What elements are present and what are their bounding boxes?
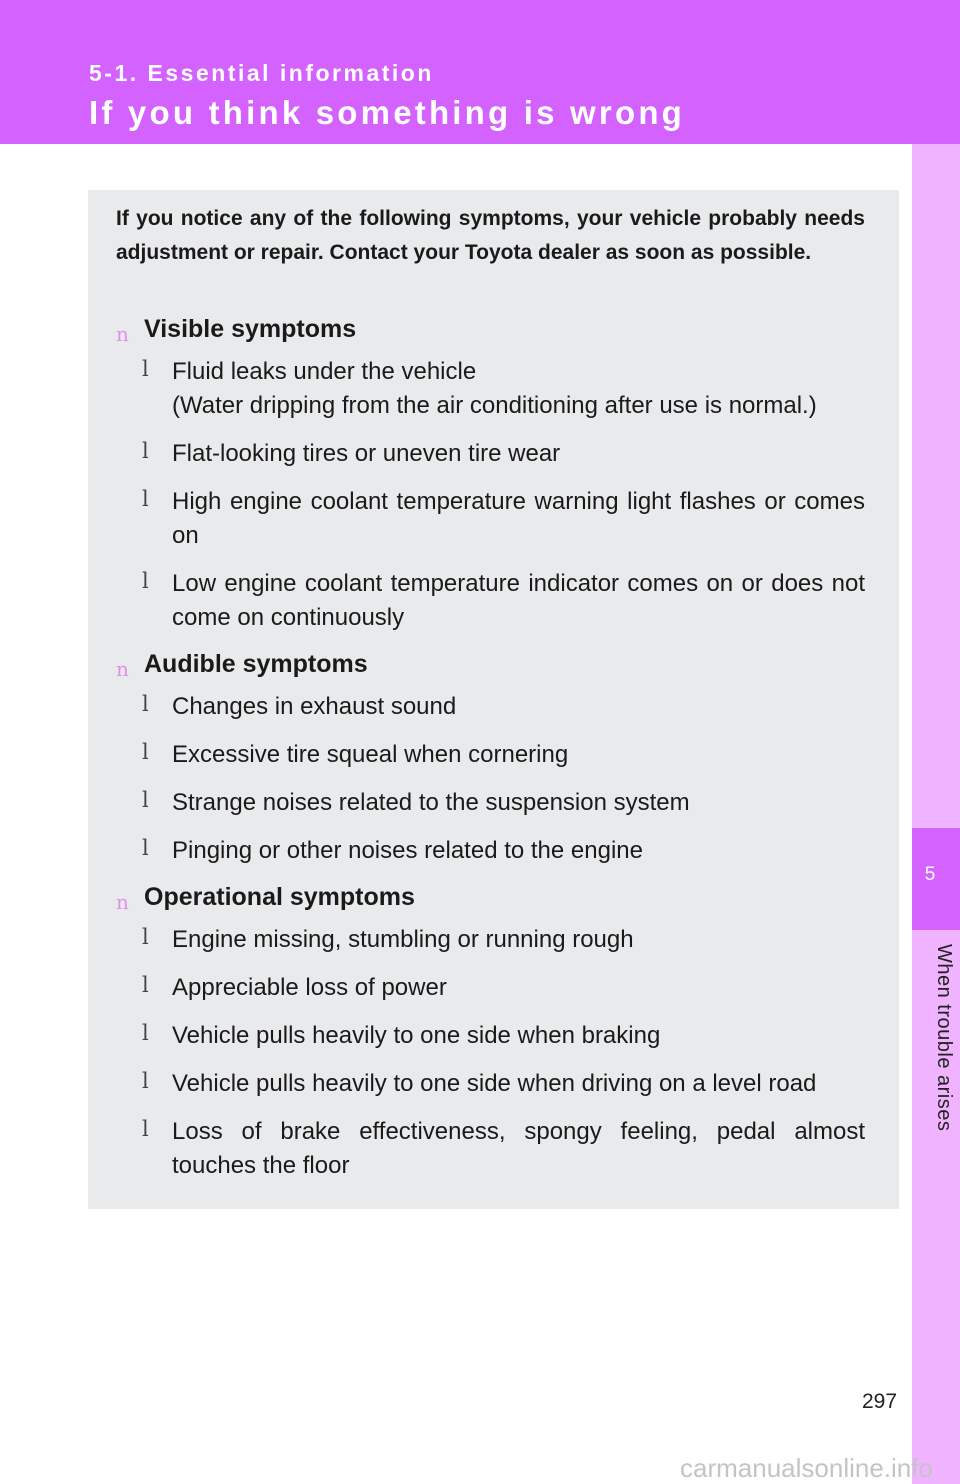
bullet-icon: l <box>142 973 149 997</box>
page-header <box>0 0 960 144</box>
list-item <box>116 834 865 868</box>
section-visible-symptoms <box>116 315 865 635</box>
list-item <box>116 1115 865 1183</box>
bullet-icon: l <box>142 569 149 593</box>
list-item <box>116 485 865 553</box>
list-item <box>116 567 865 635</box>
list-item <box>116 923 865 957</box>
list-item-text: Engine missing, stumbling or running rough <box>172 926 634 953</box>
bullet-icon: l <box>142 1069 149 1093</box>
list-item-text: Fluid leaks under the vehicle (Water dripping from the air conditioning after use is normal.) <box>172 358 817 419</box>
list-item-text: Flat-looking tires or uneven tire wear <box>172 440 561 467</box>
bullet-icon: l <box>142 836 149 860</box>
section-heading-text: Audible symptoms <box>144 650 368 678</box>
section-heading <box>116 650 865 688</box>
watermark: carmanualsonline.info <box>680 1453 933 1483</box>
breadcrumb: 5-1. Essential information <box>89 60 434 86</box>
section-heading-text: Visible symptoms <box>144 315 357 343</box>
list-item-text: Vehicle pulls heavily to one side when braking <box>172 1022 661 1049</box>
list-item-text: High engine coolant temperature warning light flashes or comes on <box>172 488 865 549</box>
section-operational-symptoms <box>116 883 865 1183</box>
page-number: 297 <box>862 1390 898 1413</box>
bullet-icon: l <box>142 1021 149 1045</box>
square-bullet-icon: n <box>116 322 129 346</box>
list-item-text: Appreciable loss of power <box>172 974 447 1001</box>
list-item-text: Pinging or other noises related to the engine <box>172 837 643 864</box>
section-heading-text: Operational symptoms <box>144 883 415 911</box>
section-heading <box>116 315 865 353</box>
section-heading <box>116 883 865 921</box>
square-bullet-icon: n <box>116 657 129 681</box>
bullet-icon: l <box>142 925 149 949</box>
list-item <box>116 437 865 471</box>
symptoms-box <box>88 190 899 1209</box>
list-item <box>116 355 865 423</box>
list-item <box>116 786 865 820</box>
list-item-text: Low engine coolant temperature indicator comes on or does not come on continuously <box>172 570 865 631</box>
list-item-text: Vehicle pulls heavily to one side when driving on a level road <box>172 1070 817 1097</box>
chapter-label: When trouble arises <box>933 944 955 1132</box>
list-item <box>116 738 865 772</box>
bullet-icon: l <box>142 439 149 463</box>
list-item <box>116 971 865 1005</box>
section-audible-symptoms <box>116 650 865 868</box>
chapter-number: 5 <box>924 864 936 885</box>
list-item-text: Changes in exhaust sound <box>172 693 457 720</box>
list-item-text: Loss of brake effectiveness, spongy feeling, pedal almost touches the floor <box>172 1118 865 1179</box>
list-item <box>116 690 865 724</box>
intro-paragraph: If you notice any of the following symptoms, your vehicle probably needs adjustment or repair. Contact your Toyota dealer as soon as possible. <box>116 207 865 264</box>
bullet-icon: l <box>142 487 149 511</box>
list-item-text: Strange noises related to the suspension system <box>172 789 690 816</box>
bullet-icon: l <box>142 740 149 764</box>
list-item <box>116 1067 865 1101</box>
bullet-icon: l <box>142 357 149 381</box>
page-title: If you think something is wrong <box>89 94 686 131</box>
chapter-tab <box>912 828 960 930</box>
bullet-icon: l <box>142 692 149 716</box>
bullet-icon: l <box>142 1117 149 1141</box>
bullet-icon: l <box>142 788 149 812</box>
chapter-side-strip <box>912 144 960 1484</box>
square-bullet-icon: n <box>116 890 129 914</box>
list-item-text: Excessive tire squeal when cornering <box>172 741 569 768</box>
list-item <box>116 1019 865 1053</box>
